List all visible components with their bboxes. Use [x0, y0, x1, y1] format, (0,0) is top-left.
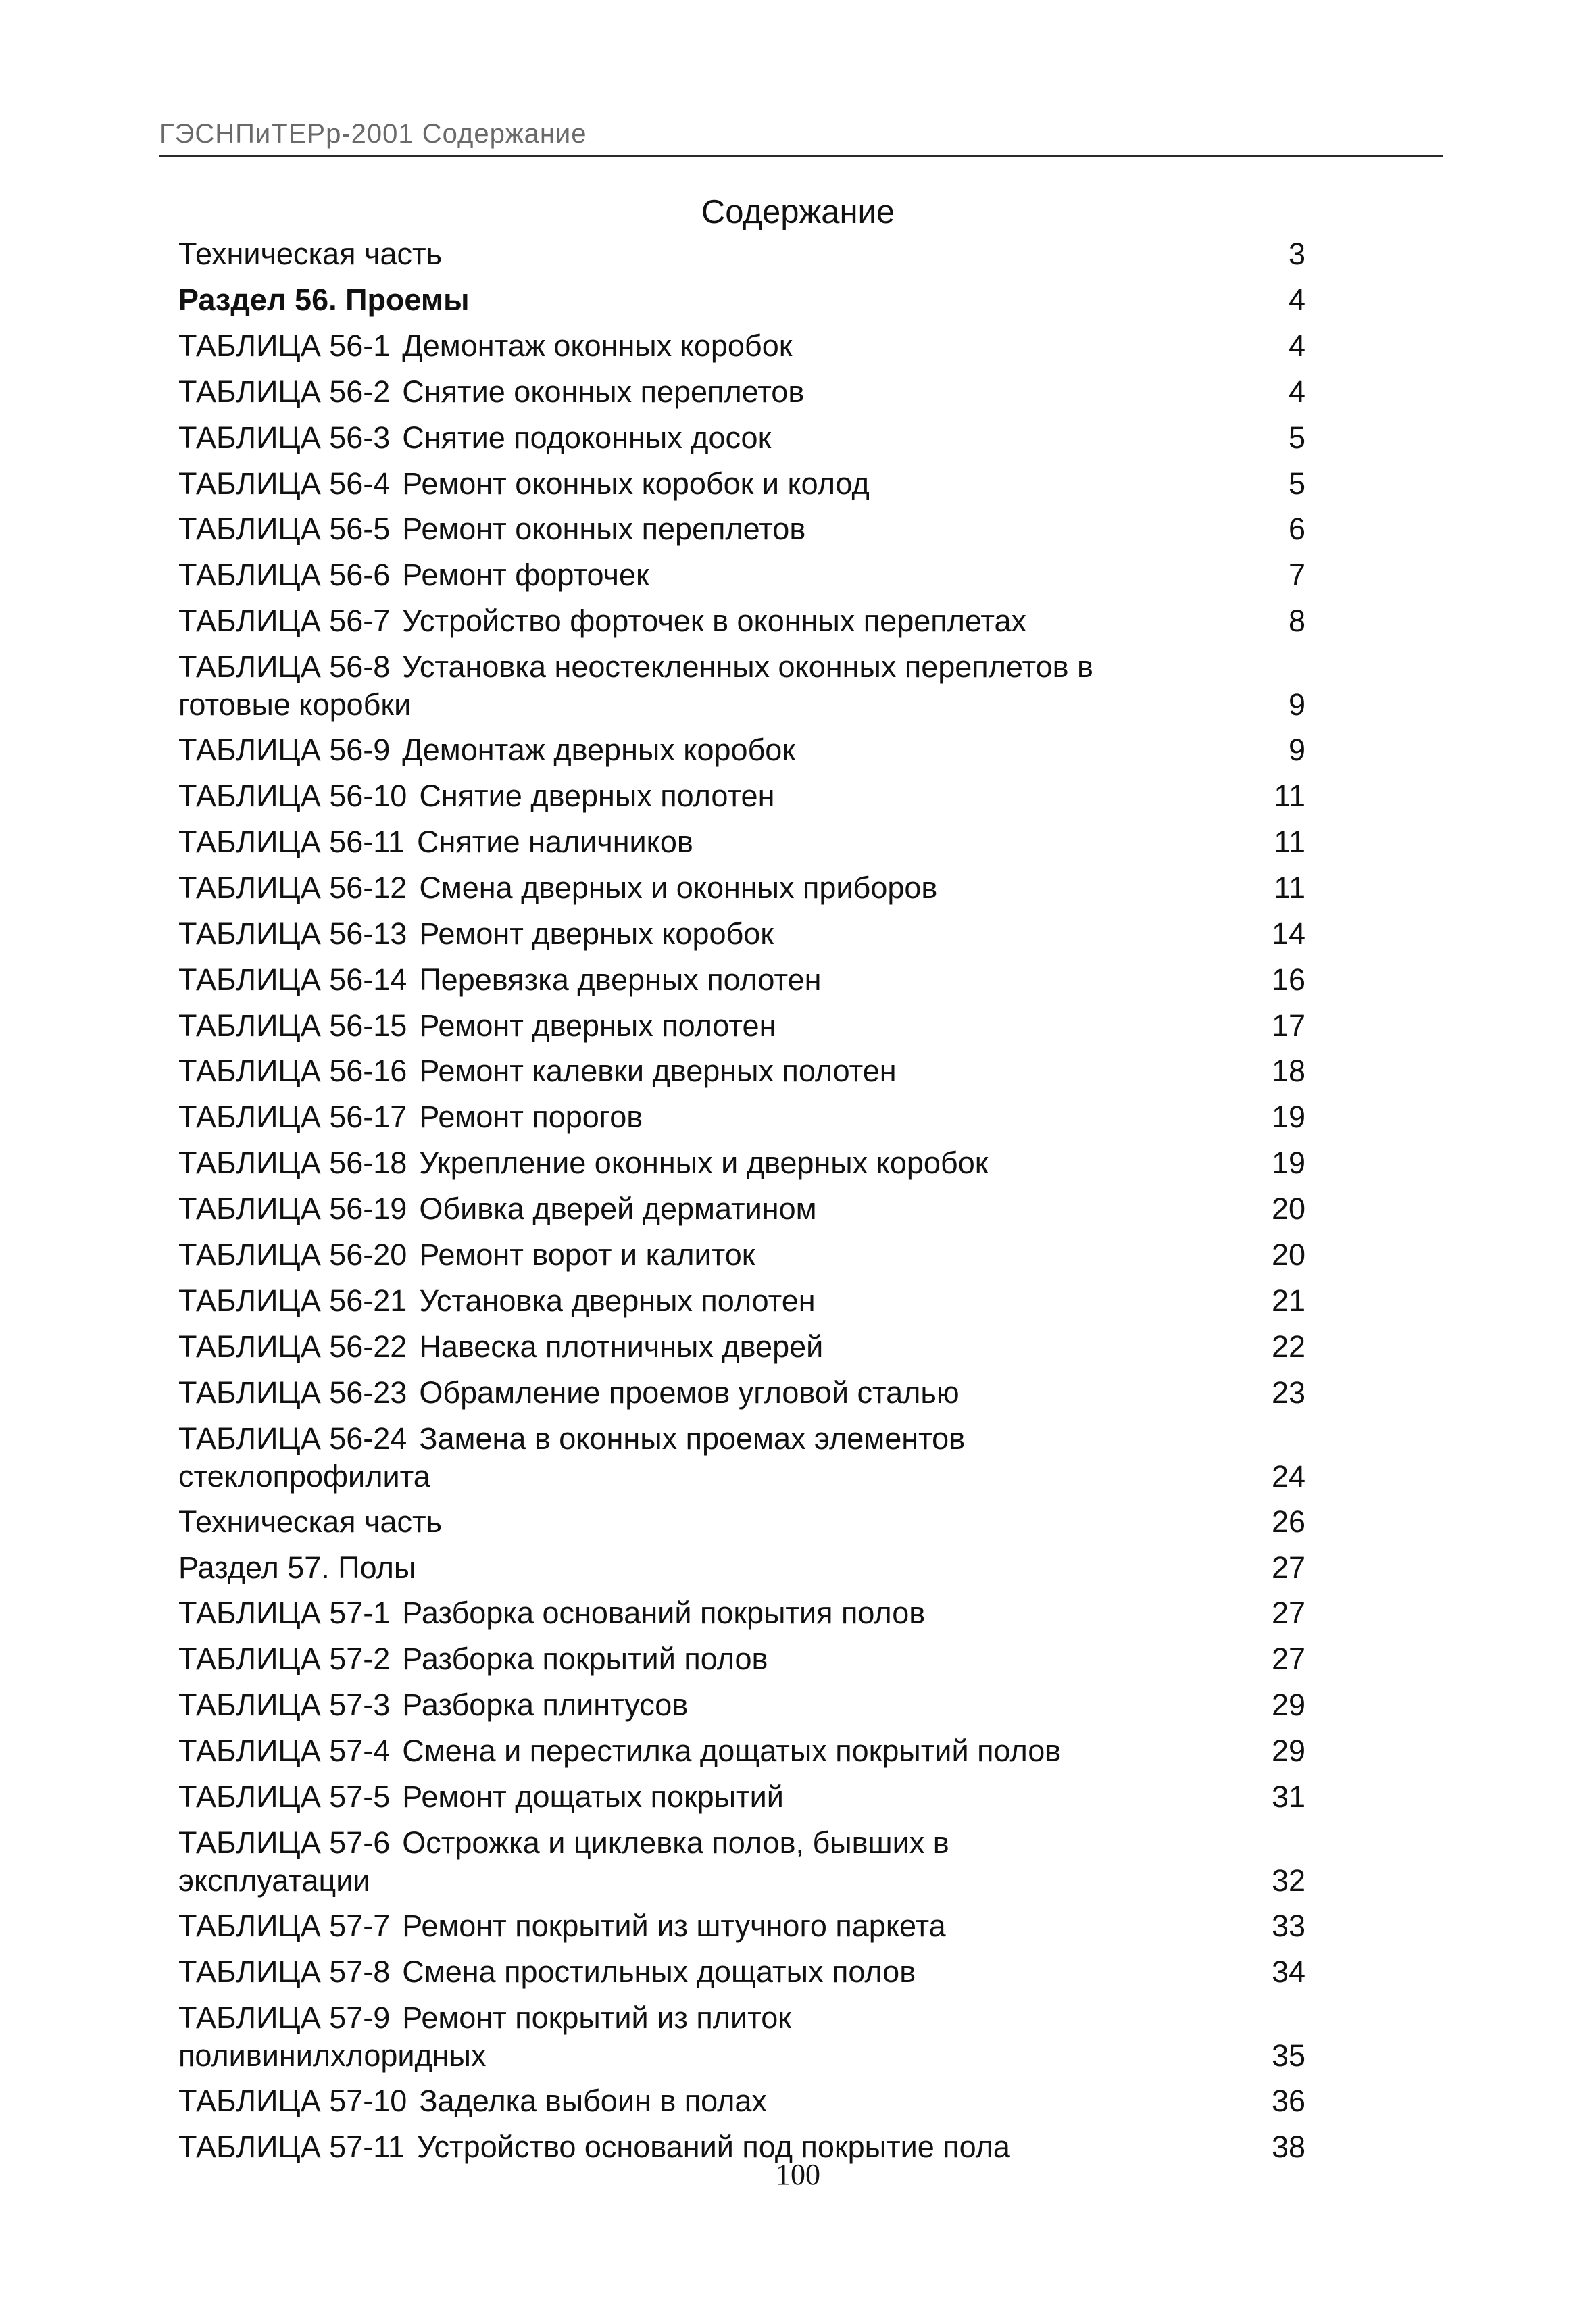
toc-entry-text [178, 235, 1192, 273]
toc-entry-text [178, 1282, 1192, 1320]
toc-entry-title: Раздел 56. Проемы [178, 282, 470, 317]
toc-entry-code: ТАБЛИЦА 57-4 [178, 1733, 391, 1769]
toc-entry-title-continued: стеклопрофилита [178, 1458, 430, 1494]
toc-entry-code: ТАБЛИЦА 56-8 [178, 649, 391, 685]
toc-entry-page: 20 [1271, 1237, 1305, 1272]
toc-entry-text [178, 419, 1192, 457]
toc-entry-text [178, 1328, 1192, 1366]
toc-entry-title: Установка неостекленных оконных переплетов в [402, 649, 1093, 685]
toc-entry-code: ТАБЛИЦА 56-1 [178, 328, 391, 363]
toc-entry-code: ТАБЛИЦА 57-3 [178, 1688, 391, 1723]
toc-entry-code: ТАБЛИЦА 56-16 [178, 1054, 407, 1089]
toc-entry-text [178, 1236, 1192, 1274]
running-header: ГЭСНПиТЕРр-2001 Содержание [159, 119, 587, 149]
toc-entry-code: ТАБЛИЦА 56-15 [178, 1008, 407, 1043]
toc-entry-title: Заделка выбоин в полах [419, 2083, 767, 2118]
toc-entry-text [178, 869, 1192, 907]
toc-entry-code: ТАБЛИЦА 57-1 [178, 1596, 391, 1631]
toc-entry-title-continued: поливинилхлоридных [178, 2038, 487, 2073]
toc-entry-code: ТАБЛИЦА 56-22 [178, 1329, 407, 1364]
toc-entry-text [178, 281, 1192, 319]
toc-entry-page: 6 [1288, 512, 1305, 547]
toc-entry-code: ТАБЛИЦА 56-13 [178, 916, 407, 951]
toc-entry-page: 5 [1288, 466, 1305, 501]
toc-entry-text [178, 1686, 1192, 1724]
toc-entry-title-continued: готовые коробки [178, 687, 412, 722]
toc-entry-page: 14 [1271, 916, 1305, 951]
toc-entry-title: Смена дверных и оконных приборов [419, 870, 938, 905]
toc-entry-page: 5 [1288, 420, 1305, 455]
toc-entry-page: 24 [1271, 1458, 1305, 1494]
toc-entry-page: 8 [1288, 604, 1305, 639]
toc-entry-title: Ремонт ворот и калиток [419, 1237, 755, 1272]
toc-entry-text [178, 465, 1192, 503]
toc-entry-text [178, 1374, 1192, 1412]
toc-entry-text [178, 915, 1192, 953]
toc-entry-code: ТАБЛИЦА 56-19 [178, 1191, 407, 1227]
toc-entry-title: Раздел 57. Полы [178, 1550, 416, 1585]
toc-entry-text [178, 731, 1192, 769]
toc-entry-title: Техническая часть [178, 237, 443, 271]
toc-entry-code: ТАБЛИЦА 57-11 [178, 2129, 405, 2164]
page-number: 100 [776, 2158, 820, 2191]
toc-entry-title: Разборка оснований покрытия полов [402, 1596, 926, 1631]
toc-entry-page: 17 [1271, 1008, 1305, 1043]
toc-entry-page: 31 [1271, 1779, 1305, 1814]
toc-entry-title: Ремонт дверных коробок [419, 916, 774, 951]
toc-entry-title-continued: эксплуатации [178, 1863, 370, 1898]
toc-entry-code: ТАБЛИЦА 56-18 [178, 1146, 407, 1181]
toc-entry-title: Ремонт порогов [419, 1100, 643, 1135]
toc-entry-text [178, 1640, 1192, 1678]
toc-entry-title: Ремонт форточек [402, 558, 649, 593]
toc-entry-page: 26 [1271, 1504, 1305, 1539]
toc-entry-text [178, 777, 1192, 815]
toc-entry-text [178, 1144, 1192, 1182]
header-rule [159, 155, 1443, 157]
toc-entry-code: ТАБЛИЦА 56-24 [178, 1421, 407, 1456]
toc-entry-title: Смена и перестилка дощатых покрытий полов [402, 1733, 1062, 1769]
toc-entry-text [178, 1190, 1192, 1228]
toc-entry-page: 19 [1271, 1146, 1305, 1181]
toc-entry-text [178, 1732, 1192, 1770]
toc-entry-title: Перевязка дверных полотен [419, 962, 822, 997]
toc-entry-text [178, 1098, 1192, 1136]
toc-entry-code: ТАБЛИЦА 57-9 [178, 2000, 391, 2035]
toc-entry-code: ТАБЛИЦА 56-21 [178, 1283, 407, 1318]
toc-entry-page: 11 [1274, 870, 1305, 905]
toc-entry-page: 34 [1271, 1954, 1305, 1989]
toc-entry-page: 19 [1271, 1100, 1305, 1135]
toc-entry-title: Обрамление проемов угловой сталью [419, 1375, 959, 1410]
toc-entry-code: ТАБЛИЦА 56-12 [178, 870, 407, 905]
toc-entry-text [178, 1052, 1192, 1090]
toc-entry-code: ТАБЛИЦА 57-7 [178, 1908, 391, 1943]
toc-entry-title: Замена в оконных проемах элементов [419, 1421, 966, 1456]
toc-entry-text [178, 1999, 1192, 2037]
toc-entry-code: ТАБЛИЦА 56-2 [178, 374, 391, 409]
toc-entry-title: Снятие подоконных досок [402, 420, 772, 455]
toc-entry-code: ТАБЛИЦА 57-6 [178, 1825, 391, 1860]
toc-entry-code: ТАБЛИЦА 56-14 [178, 962, 407, 997]
toc-entry-title: Ремонт калевки дверных полотен [419, 1054, 897, 1089]
toc-entry-page: 11 [1274, 824, 1305, 859]
toc-entry-title: Ремонт дверных полотен [419, 1008, 776, 1043]
toc-entry-title: Разборка покрытий полов [402, 1642, 768, 1677]
toc-entry-title: Навеска плотничных дверей [419, 1329, 824, 1364]
toc-entry-title: Снятие оконных переплетов [402, 374, 805, 409]
toc-entry-page: 29 [1271, 1733, 1305, 1769]
toc-entry-page: 32 [1271, 1863, 1305, 1898]
toc-entry-text [178, 1503, 1192, 1541]
toc-entry-page: 27 [1271, 1642, 1305, 1677]
toc-entry-title: Ремонт оконных переплетов [402, 512, 806, 547]
toc-entry-title: Ремонт покрытий из штучного паркета [402, 1908, 946, 1943]
toc-entry-page: 27 [1271, 1550, 1305, 1585]
toc-entry-title: Техническая часть [178, 1504, 443, 1539]
toc-entry-title: Снятие дверных полотен [419, 779, 775, 813]
toc-entry-text [178, 1594, 1192, 1632]
toc-entry-page: 3 [1288, 237, 1305, 271]
toc-entry-title: Устройство оснований под покрытие пола [416, 2129, 1010, 2164]
toc-entry-code: ТАБЛИЦА 57-2 [178, 1642, 391, 1677]
toc-entry-text [178, 1778, 1192, 1816]
toc-entry-title: Укрепление оконных и дверных коробок [419, 1146, 989, 1181]
toc-entry-text [178, 556, 1192, 594]
toc-entry-code: ТАБЛИЦА 56-3 [178, 420, 391, 455]
toc-entry-code: ТАБЛИЦА 56-5 [178, 512, 391, 547]
toc-entry-code: ТАБЛИЦА 57-5 [178, 1779, 391, 1814]
toc-entry-text [178, 961, 1192, 999]
toc-entry-page: 4 [1288, 374, 1305, 409]
toc-entry-text [178, 2082, 1192, 2120]
toc-entry-code: ТАБЛИЦА 56-11 [178, 824, 405, 859]
toc-entry-text [178, 373, 1192, 411]
toc-entry-code: ТАБЛИЦА 56-4 [178, 466, 391, 501]
toc-entry-page: 9 [1288, 733, 1305, 768]
toc-entry-title: Снятие наличников [416, 824, 693, 859]
toc-entry-page: 18 [1271, 1054, 1305, 1089]
toc-entry-text [178, 1824, 1192, 1862]
toc-entry-page: 7 [1288, 558, 1305, 593]
toc-entry-page: 9 [1288, 687, 1305, 722]
toc-entry-page: 16 [1271, 962, 1305, 997]
toc-entry-text [178, 510, 1192, 548]
toc-entry-text [178, 823, 1192, 861]
toc-entry-title: Демонтаж оконных коробок [402, 328, 793, 363]
toc-entry-text [178, 1549, 1192, 1587]
toc-entry-page: 36 [1271, 2083, 1305, 2118]
toc-entry-page: 29 [1271, 1688, 1305, 1723]
toc-entry-title: Разборка плинтусов [402, 1688, 689, 1723]
toc-entry-text [178, 602, 1192, 640]
toc-entry-code: ТАБЛИЦА 56-20 [178, 1237, 407, 1272]
toc-entry-page: 27 [1271, 1596, 1305, 1631]
toc-entry-title: Острожка и циклевка полов, бывших в [402, 1825, 949, 1860]
toc-entry-title: Устройство форточек в оконных переплетах [402, 604, 1027, 639]
toc-entry-code: ТАБЛИЦА 56-7 [178, 604, 391, 639]
toc-entry-code: ТАБЛИЦА 57-10 [178, 2083, 407, 2118]
toc-entry-code: ТАБЛИЦА 56-6 [178, 558, 391, 593]
toc-entry-page: 23 [1271, 1375, 1305, 1410]
toc-entry-title: Ремонт оконных коробок и колод [402, 466, 870, 501]
toc-entry-title: Ремонт покрытий из плиток [402, 2000, 791, 2035]
toc-entry-page: 35 [1271, 2038, 1305, 2073]
toc-entry-title: Ремонт дощатых покрытий [402, 1779, 784, 1814]
toc-title: Содержание [701, 194, 895, 230]
toc-entry-page: 20 [1271, 1191, 1305, 1227]
toc-entry-page: 21 [1271, 1283, 1305, 1318]
toc-entry-code: ТАБЛИЦА 56-9 [178, 733, 391, 768]
toc-entry-code: ТАБЛИЦА 57-8 [178, 1954, 391, 1989]
toc-entry-title: Обивка дверей дерматином [419, 1191, 817, 1227]
toc-entry-page: 38 [1271, 2129, 1305, 2164]
toc-entry-text [178, 648, 1192, 686]
toc-entry-text [178, 1007, 1192, 1045]
toc-entry-title: Смена простильных дощатых полов [402, 1954, 916, 1989]
toc-entry-page: 4 [1288, 328, 1305, 363]
toc-entry-page: 11 [1274, 779, 1305, 813]
toc-entry-code: ТАБЛИЦА 56-17 [178, 1100, 407, 1135]
toc-entry-text [178, 327, 1192, 365]
toc-entry-page: 33 [1271, 1908, 1305, 1943]
toc-entry-code: ТАБЛИЦА 56-10 [178, 779, 407, 813]
toc-entry-text [178, 1953, 1192, 1991]
toc-entry-title: Демонтаж дверных коробок [402, 733, 796, 768]
toc-entry-text [178, 1420, 1192, 1458]
toc-entry-code: ТАБЛИЦА 56-23 [178, 1375, 407, 1410]
toc-entry-text [178, 1907, 1192, 1945]
toc-entry-title: Установка дверных полотен [419, 1283, 816, 1318]
toc-entry-page: 22 [1271, 1329, 1305, 1364]
toc-entry-page: 4 [1288, 282, 1305, 317]
